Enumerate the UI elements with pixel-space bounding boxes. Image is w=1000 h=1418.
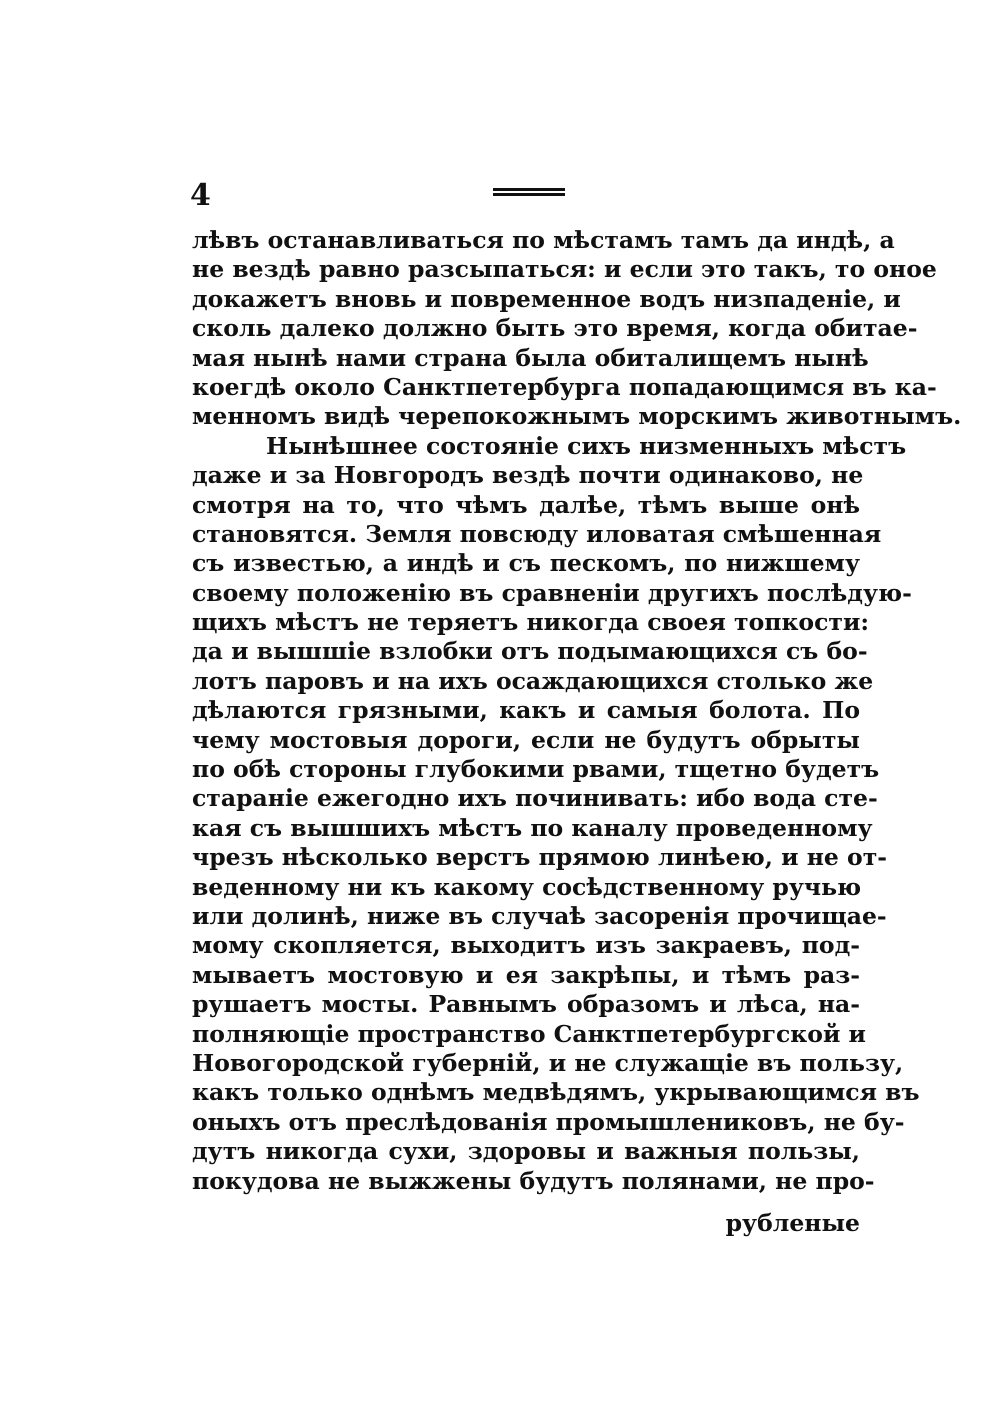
text-line: лотъ паровъ и на ихъ осаждающихся столько же [192, 666, 874, 695]
text-line: мому скопляется, выходитъ изъ закраевъ, под- [192, 931, 860, 960]
header-rule [493, 188, 565, 200]
text-line: съ известью, а индѣ и съ пескомъ, по нижшему [192, 549, 860, 578]
text-line: да и вышшіе взлобки отъ подымающихся съ бо- [192, 637, 868, 666]
text-line: или долинѣ, ниже въ случаѣ засоренія прочищае- [192, 901, 887, 930]
text-line: кая съ вышшихъ мѣстъ по каналу проведенному [192, 813, 873, 842]
text-line: мая нынѣ нами страна была обиталищемъ нынѣ [192, 343, 869, 372]
text-line: чрезъ нѣсколько верстъ прямою линѣею, и не от- [192, 843, 888, 872]
text-line: дутъ никогда сухи, здоровы и важныя пользы, [192, 1137, 860, 1166]
text-line: смотря на то, что чѣмъ далѣе, тѣмъ выше онѣ [192, 490, 860, 519]
text-line: дѣлаются грязными, какъ и самыя болота. По [192, 696, 860, 725]
text-line: менномъ видѣ черепокожнымъ морскимъ животнымъ. [192, 402, 962, 431]
text-line: Новогородской губерній, и не служащіе въ пользу, [192, 1048, 904, 1077]
text-line: не вездѣ равно разсыпаться: и если это такъ, то оное [192, 255, 937, 284]
text-line: по обѣ стороны глубокими рвами, тщетно будетъ [192, 755, 880, 784]
text-line: докажетъ вновь и повременное водъ низпаденіе, и [192, 284, 901, 313]
text-line: становятся. Земля повсюду иловатая смѣшенная [192, 519, 882, 548]
text-line: веденному ни къ какому сосѣдственному ручью [192, 872, 862, 901]
text-line: коегдѣ около Санктпетербурга попадающимся въ ка- [192, 372, 937, 401]
text-line: полняющіе пространство Санктпетербургской и [192, 1019, 866, 1048]
body-text [192, 226, 962, 1196]
text-line: лѣвъ останавливаться по мѣстамъ тамъ да индѣ, а [192, 226, 895, 254]
text-line: своему положенію въ сравненіи другихъ послѣдую- [192, 578, 912, 607]
text-line: чему мостовыя дороги, если не будутъ обрыты [192, 725, 860, 754]
text-line: рушаетъ мосты. Равнымъ образомъ и лѣса, на- [192, 990, 860, 1019]
text-line: даже и за Новгородъ вездѣ почти одинаково, не [192, 461, 864, 490]
paragraph-start-line: Нынѣшнее состояніе сихъ низменныхъ мѣстъ [266, 431, 907, 460]
catchword: рубленые [725, 1209, 860, 1237]
text-line: какъ только однѣмъ медвѣдямъ, укрывающимся въ [192, 1078, 920, 1107]
text-line: мываетъ мостовую и ея закрѣпы, и тѣмъ раз- [192, 960, 860, 989]
text-line: щихъ мѣстъ не теряетъ никогда своея топкости: [192, 608, 870, 637]
text-line: стараніе ежегодно ихъ починивать: ибо вода сте- [192, 784, 878, 813]
text-line: покудова не выжжены будутъ полянами, не про- [192, 1166, 875, 1195]
text-line: оныхъ отъ преслѣдованія промышлениковъ, не бу- [192, 1107, 905, 1136]
text-line: сколь далеко должно быть это время, когда обитае- [192, 314, 918, 343]
page-number: 4 [190, 178, 211, 213]
